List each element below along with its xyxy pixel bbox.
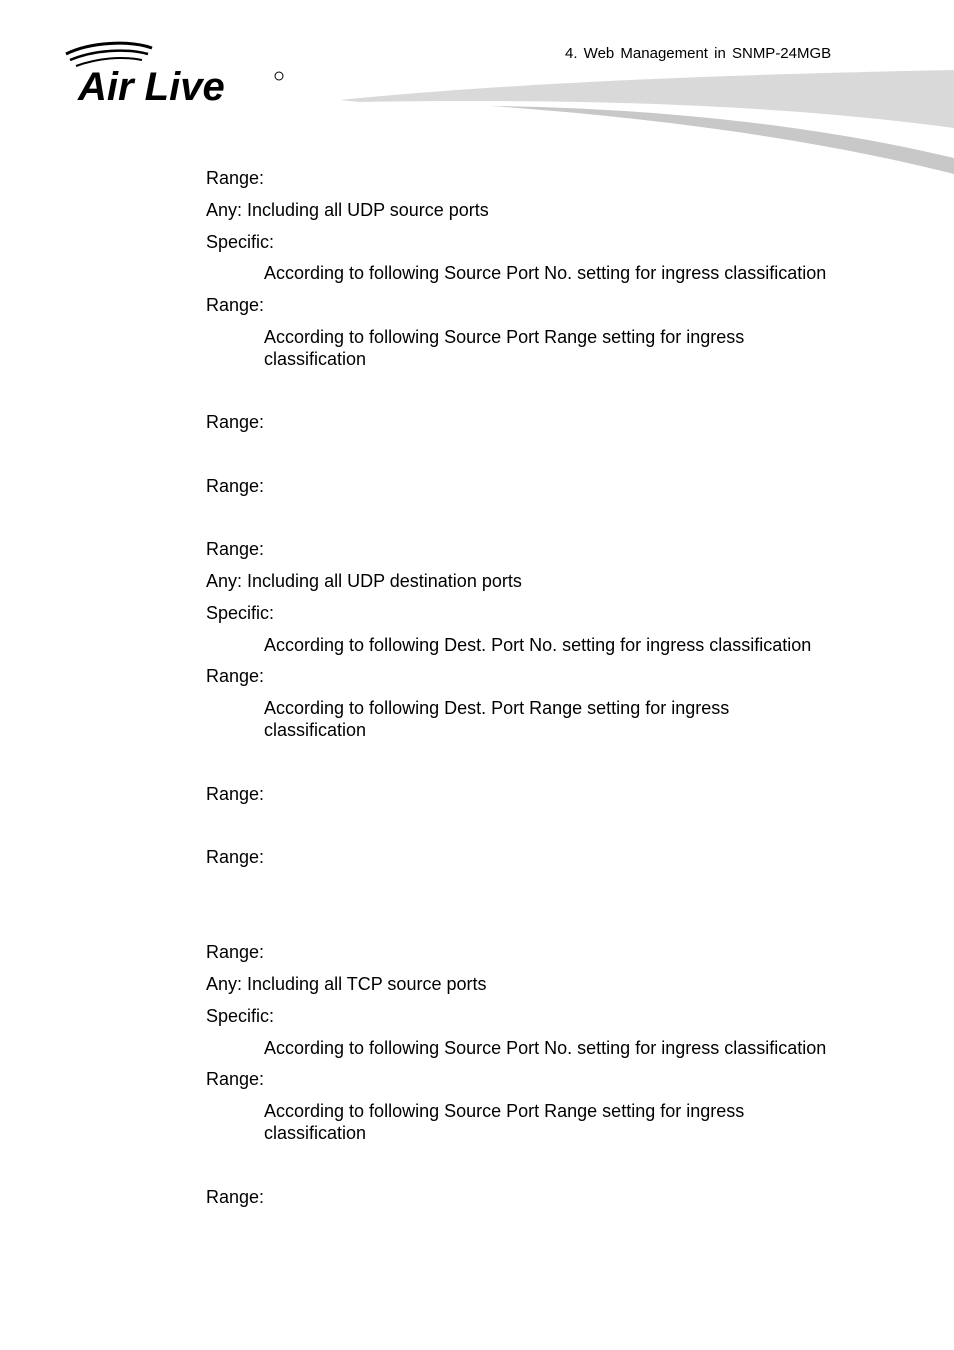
text-line: classification [264, 720, 367, 740]
text-line: Range: [206, 168, 265, 188]
text-line: Range: [206, 1069, 265, 1089]
text-line: Range: [206, 539, 265, 559]
text-line: Range: [206, 942, 265, 962]
text-line: Specific: [206, 1006, 275, 1026]
text-line: Any: Including all UDP destination ports [206, 571, 522, 591]
text-line: Range: [206, 412, 265, 432]
airlive-logo [60, 40, 290, 108]
text-line: Range: [206, 666, 265, 686]
text-line: According to following Dest. Port No. setting for ingress classification [264, 635, 812, 655]
text-line: classification [264, 1123, 367, 1143]
logo-wordmark: Air Live [78, 65, 225, 108]
text-line: Any: Including all UDP source ports [206, 200, 489, 220]
text-line: classification [264, 349, 367, 369]
text-line: According to following Source Port Range setting for ingress [264, 327, 745, 347]
header-swoosh-graphic [340, 66, 954, 178]
text-line: Range: [206, 784, 265, 804]
text-line: Range: [206, 1187, 265, 1207]
text-line: Range: [206, 295, 265, 315]
text-line: Specific: [206, 232, 275, 252]
text-line: According to following Dest. Port Range setting for ingress [264, 698, 730, 718]
text-line: According to following Source Port No. setting for ingress classification [264, 263, 827, 283]
text-line: Any: Including all TCP source ports [206, 974, 487, 994]
text-line: According to following Source Port Range setting for ingress [264, 1101, 745, 1121]
page-header-title: 4. Web Management in SNMP-24MGB [565, 45, 832, 62]
text-line: Range: [206, 476, 265, 496]
text-line: According to following Source Port No. setting for ingress classification [264, 1038, 827, 1058]
text-line: Range: [206, 847, 265, 867]
text-line: Specific: [206, 603, 275, 623]
